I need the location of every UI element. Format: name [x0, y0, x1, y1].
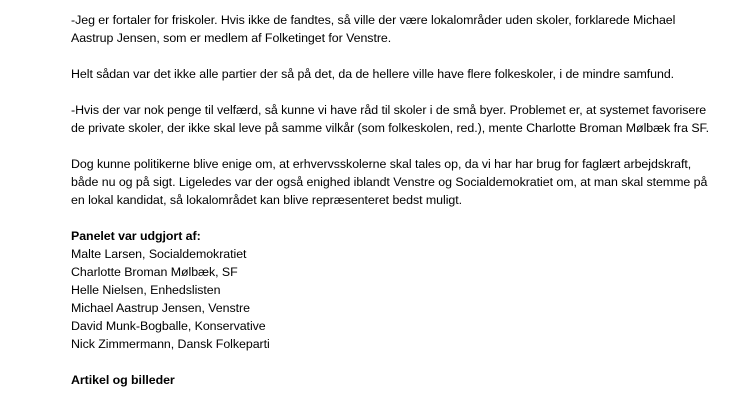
paragraph-velfaerd: -Hvis der var nok penge til velfærd, så kunne vi have råd til skoler i de små byer. Problemet er, at systemet favorisere de private skoler, der ikke skal leve på samme vilkår (som folkeskolen, red.), mente Charlotte Broman Mølbæk fra SF. — [71, 103, 710, 135]
panel-heading: Panelet var udgjort af: — [71, 229, 201, 243]
list-item: Helle Nielsen, Enhedslisten — [71, 283, 221, 297]
list-item: David Munk-Bogballe, Konservative — [71, 319, 266, 333]
list-item: Nick Zimmermann, Dansk Folkeparti — [71, 337, 270, 351]
list-item: Malte Larsen, Socialdemokratiet — [71, 247, 247, 261]
paragraph-friskoler: -Jeg er fortaler for friskoler. Hvis ikke de fandtes, så ville der være lokalområder uden skoler, forklarede Michael Aastrup Jensen, som er medlem af Folketinget for Venstre. — [71, 13, 676, 45]
list-item: Michael Aastrup Jensen, Venstre — [71, 301, 250, 315]
list-item: Charlotte Broman Mølbæk, SF — [71, 265, 238, 279]
panel-member-list — [71, 245, 711, 353]
paragraph-erhvervsskoler: Dog kunne politikerne blive enige om, at erhvervsskolerne skal tales op, da vi har har brug for faglært arbejdskraft, både nu og på sigt. Ligeledes var der også enighed iblandt Venstre og Socialdemokratiet om, at man skal stemme på en lokal kandidat, så lokalområdet kan blive repræsenteret bedst muligt. — [71, 157, 708, 207]
paragraph-folkeskoler: Helt sådan var det ikke alle partier der så på det, da de hellere ville have flere folkeskoler, i de mindre samfund. — [71, 67, 675, 81]
document-body — [71, 11, 711, 389]
section-heading-artikel: Artikel og billeder — [71, 373, 175, 387]
